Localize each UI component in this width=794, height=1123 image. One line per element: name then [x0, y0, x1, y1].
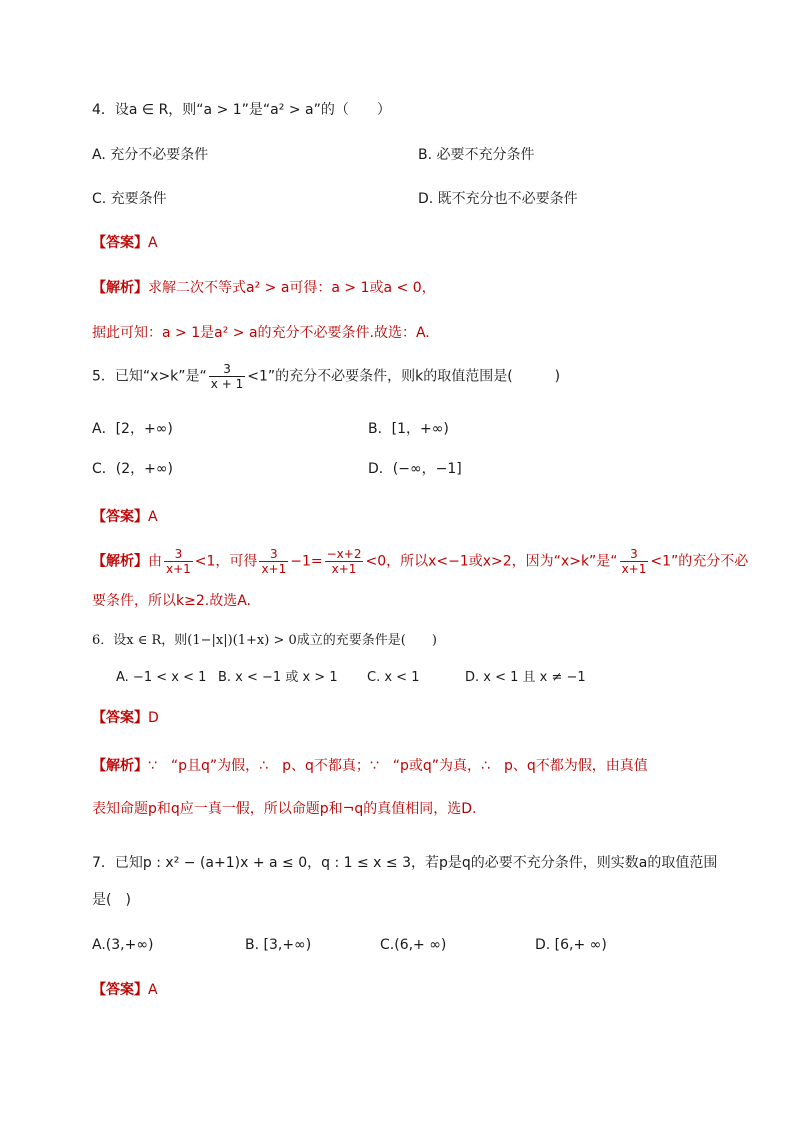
q5-option-c: C．(2，+∞) [92, 461, 173, 477]
q6-stem: 6．设x ∈ R，则(1−|x|)(1+x) > 0成立的充要条件是( ) [92, 633, 437, 648]
analysis-fraction-1 [164, 547, 193, 576]
q4-option-d: D. 既不充分也不必要条件 [418, 191, 578, 207]
q7-answer [92, 980, 158, 1000]
q4-analysis-line2: 据此可知：a > 1是a² > a的充分不必要条件.故选：A. [92, 325, 430, 341]
q7-stem: 7．已知p : x² − (a+1)x + a ≤ 0，q : 1 ≤ x ≤ 3，若p是q的必要不充分条件，则实数a的取值范围 [92, 855, 718, 871]
analysis-text-3: −1= [290, 553, 323, 570]
fraction-numerator: 3 [259, 547, 288, 562]
fraction-denominator: x+1 [331, 562, 357, 576]
q6-option-b: B. x < −1 或 x > 1 [218, 670, 338, 685]
analysis-text-5: <1”的充分不必 [650, 553, 749, 570]
q4-option-b: B. 必要不充分条件 [418, 147, 535, 163]
answer-value: D [148, 710, 159, 726]
fraction-denominator: x + 1 [210, 377, 244, 391]
answer-tag: 【答案】 [92, 509, 148, 525]
q4-analysis [92, 278, 436, 298]
analysis-text-2: <1，可得 [194, 553, 258, 570]
analysis-text: 求解二次不等式a² > a可得：a > 1或a < 0， [148, 280, 436, 296]
fraction-numerator: 3 [164, 547, 193, 562]
q5-stem [92, 362, 560, 391]
analysis-fraction-4 [620, 547, 649, 576]
fraction-denominator: x+1 [166, 562, 191, 576]
q6-answer [92, 708, 159, 728]
q7-option-a: A.(3,+∞) [92, 937, 154, 953]
analysis-tag: 【解析】 [92, 553, 148, 570]
q4-option-a: A. 充分不必要条件 [92, 147, 209, 163]
fraction-denominator: x+1 [261, 562, 287, 576]
answer-value: A [148, 509, 158, 525]
answer-tag: 【答案】 [92, 235, 148, 251]
q5-stem-part1: 5．已知“x>k”是“ [92, 368, 207, 385]
analysis-text: ∵ “p且q”为假，∴ p、q不都真；∵ “p或q”为真，∴ p、q不都为假，由真值 [148, 758, 648, 774]
q7-option-c: C.(6,+ ∞) [380, 937, 447, 953]
q7-stem-line2: 是( ) [92, 892, 131, 908]
fraction-numerator: 3 [209, 362, 245, 377]
answer-value: A [148, 982, 158, 998]
q6-option-d: D. x < 1 且 x ≠ −1 [465, 670, 586, 685]
analysis-fraction-2 [259, 547, 288, 576]
answer-value: A [148, 235, 158, 251]
analysis-fraction-3 [325, 547, 364, 576]
q6-analysis-line2: 表知命题p和q应一真一假，所以命题p和¬q的真值相同，选D. [92, 801, 477, 817]
q5-option-d: D．(−∞，−1] [368, 461, 462, 477]
q4-stem: 4．设a ∈ R，则“a > 1”是“a² > a”的（ ） [92, 102, 391, 118]
q6-option-a: A. −1 < x < 1 [116, 670, 207, 685]
q4-answer [92, 233, 158, 253]
analysis-text-4: <0，所以x<−1或x>2，因为“x>k”是“ [365, 553, 618, 570]
q5-stem-part2: <1”的充分不必要条件，则k的取值范围是( ) [247, 368, 561, 385]
analysis-text-1: 由 [148, 553, 162, 570]
q5-analysis [92, 547, 748, 576]
q5-stem-fraction [209, 362, 245, 391]
q6-analysis [92, 756, 648, 776]
fraction-numerator: 3 [620, 547, 649, 562]
q7-option-b: B. [3,+∞) [245, 937, 312, 953]
analysis-tag: 【解析】 [92, 758, 148, 774]
q5-option-a: A．[2，+∞) [92, 421, 173, 437]
fraction-numerator: −x+2 [326, 547, 362, 561]
q5-option-b: B．[1，+∞) [368, 421, 449, 437]
q6-option-c: C. x < 1 [367, 670, 420, 685]
q5-answer [92, 507, 158, 527]
q7-option-d: D. [6,+ ∞) [535, 937, 607, 953]
analysis-tag: 【解析】 [92, 280, 148, 296]
q4-option-c: C. 充要条件 [92, 191, 167, 207]
q5-analysis-line2: 要条件，所以k≥2.故选A. [92, 593, 251, 609]
answer-tag: 【答案】 [92, 710, 148, 726]
answer-tag: 【答案】 [92, 982, 148, 998]
fraction-denominator: x+1 [621, 562, 647, 576]
